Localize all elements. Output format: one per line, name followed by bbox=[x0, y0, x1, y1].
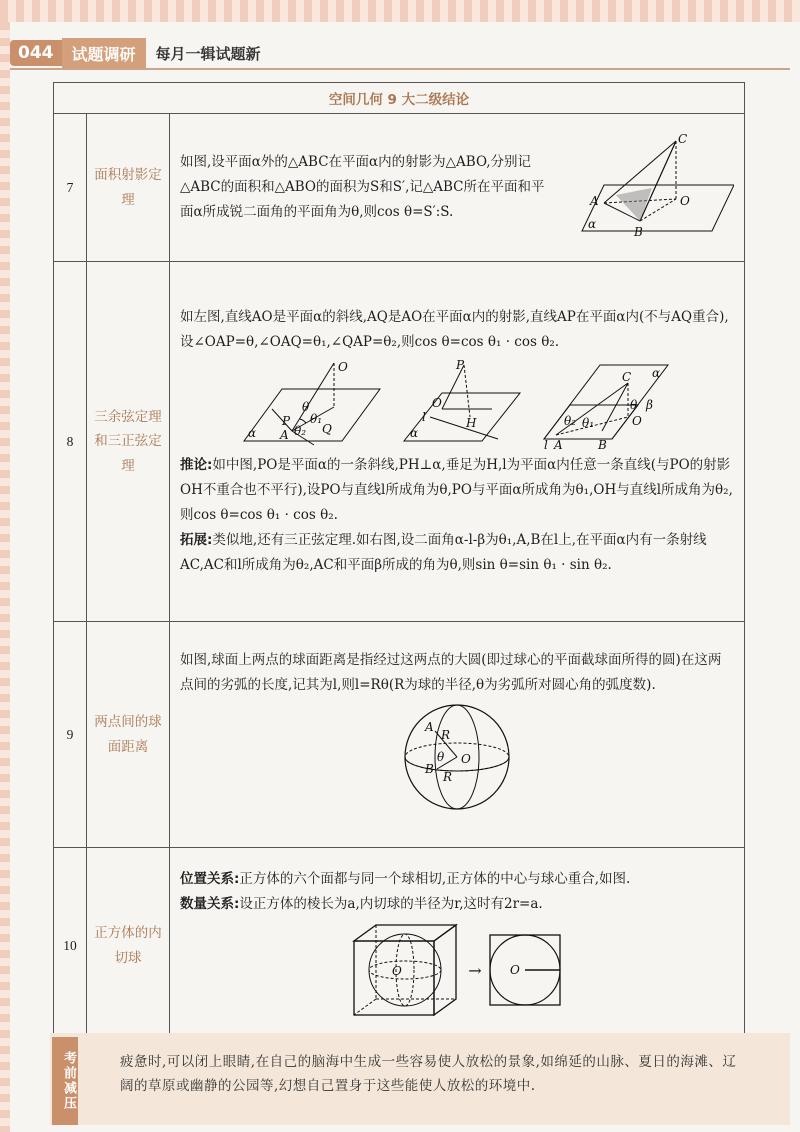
quantity-text: 设正方体的棱长为a,内切球的半径为r,这时有2r=a. bbox=[239, 896, 543, 912]
label-A: A bbox=[280, 428, 289, 443]
label-alpha: α bbox=[248, 426, 257, 441]
header-divider bbox=[10, 68, 790, 70]
label-C: C bbox=[678, 132, 688, 146]
position-label: 位置关系: bbox=[180, 871, 240, 888]
label-l: l bbox=[422, 410, 426, 425]
page-header bbox=[10, 38, 261, 68]
figure-wrapper bbox=[180, 701, 734, 813]
theorem-name: 两点间的球面距离 bbox=[87, 622, 170, 848]
theorem-name: 正方体的内切球 bbox=[87, 848, 170, 1044]
label-theta: θ bbox=[302, 400, 310, 415]
table-row bbox=[54, 848, 745, 1044]
theorem-content bbox=[170, 622, 745, 848]
corollary-paragraph bbox=[180, 453, 734, 528]
label-theta2: θ₂ bbox=[294, 424, 307, 439]
label-O: O bbox=[461, 752, 471, 767]
label-beta: β bbox=[646, 398, 653, 413]
label-theta: θ bbox=[437, 750, 445, 765]
quantity-paragraph bbox=[180, 892, 734, 917]
top-decorative-stripes bbox=[0, 0, 800, 22]
label-O: O bbox=[632, 414, 642, 429]
label-alpha: α bbox=[652, 366, 661, 381]
left-decorative-border bbox=[0, 22, 10, 1132]
label-A: A bbox=[425, 720, 434, 735]
quantity-label: 数量关系: bbox=[180, 896, 240, 912]
cross-section-figure bbox=[488, 933, 562, 1007]
label-R2: R bbox=[443, 770, 453, 785]
label-theta: θ bbox=[630, 398, 638, 413]
label-O2: O bbox=[509, 963, 520, 978]
label-O1: O bbox=[392, 963, 403, 978]
label-l: l bbox=[544, 438, 548, 450]
figures-row bbox=[180, 359, 734, 449]
theorem-text: 如左图,直线AO是平面α的斜线,AQ是AO在平面α内的射影,直线AP在平面α内(不与AQ重合),设∠OAP=θ,∠OAQ=θ₁,∠QAP=θ₂,则cos θ=cos θ₁ · cos θ₂. bbox=[180, 309, 729, 351]
label-R1: R bbox=[441, 728, 451, 743]
theorem-name: 面积射影定理 bbox=[87, 114, 170, 262]
series-name: 每月一辑试题新 bbox=[155, 44, 261, 63]
label-P: P bbox=[456, 359, 465, 373]
label-O: O bbox=[432, 396, 442, 411]
theorem-content bbox=[170, 262, 745, 622]
figures-row bbox=[180, 923, 734, 1018]
extension-text: 类似地,还有三正弦定理.如右图,设二面角α-l-β为θ₁,A,B在l上,在平面α内有一条射线AC,AC和l所成角为θ₂,AC和平面β所成的角为θ,则sin θ=sin θ₁ · sin θ₂. bbox=[180, 531, 707, 573]
three-cosine-figure bbox=[242, 359, 382, 449]
label-C: C bbox=[622, 370, 632, 385]
theorem-name: 三余弦定理和三正弦定理 bbox=[87, 262, 170, 622]
cube-sphere-figure bbox=[352, 923, 462, 1018]
label-H: H bbox=[466, 416, 477, 431]
label-A: A bbox=[554, 438, 563, 450]
label-O: O bbox=[338, 360, 348, 375]
position-paragraph bbox=[180, 867, 734, 892]
row-number: 8 bbox=[54, 262, 87, 622]
table-title-row bbox=[54, 83, 745, 114]
theorem-content bbox=[170, 114, 745, 262]
label-B: B bbox=[634, 224, 643, 239]
table-row bbox=[54, 114, 745, 262]
label-B: B bbox=[598, 438, 607, 450]
position-text: 正方体的六个面都与同一个球相切,正方体的中心与球心重合,如图. bbox=[239, 871, 631, 888]
extension-label: 拓展: bbox=[180, 531, 213, 548]
theorem-content bbox=[170, 848, 745, 1044]
page-number: 044 bbox=[10, 40, 62, 66]
row-number: 9 bbox=[54, 622, 87, 848]
section-name: 试题调研 bbox=[62, 38, 146, 69]
corollary-label: 推论: bbox=[180, 457, 213, 474]
label-Q: Q bbox=[322, 422, 332, 437]
arrow-icon: → bbox=[468, 960, 482, 980]
corollary-text: 如中图,PO是平面α的一条斜线,PH⊥α,垂足为H,l为平面α内任意一条直线(与PO的射影OH不重合也不平行),设PO与直线l所成角为θ,PO与平面α所成角为θ₁,OH与直线l所成角为θ₂,则cos θ=cos θ₁ · cos θ₂. bbox=[180, 457, 733, 523]
theorem-text: 如图,球面上两点的球面距离是指经过这两点的大圆(即过球心的平面截球面所得的圆)在这两点间的劣弧的长度,记其为l,则l=Rθ(R为球的半径,θ为劣弧所对圆心角的弧度数). bbox=[180, 651, 722, 693]
table-title: 空间几何 9 大二级结论 bbox=[54, 83, 745, 114]
label-alpha: α bbox=[410, 426, 419, 441]
label-theta1: θ₁ bbox=[582, 416, 595, 431]
label-alpha: α bbox=[588, 216, 597, 231]
row-number: 10 bbox=[54, 848, 87, 1044]
sphere-figure bbox=[397, 701, 517, 813]
projection-area-figure bbox=[564, 133, 734, 243]
table-row bbox=[54, 262, 745, 622]
label-theta2: θ₂ bbox=[564, 414, 577, 429]
label-A: A bbox=[590, 193, 599, 208]
theorem-text: 如图,设平面α外的△ABC在平面α内的射影为△ABO,分别记△ABC的面积和△ABO的面积为S和S′,记△ABC所在平面和平面α所成锐二面角的平面角为θ,则cos θ=S′:S. bbox=[180, 154, 545, 220]
table-row bbox=[54, 622, 745, 848]
label-theta1: θ₁ bbox=[310, 412, 323, 427]
corollary-figure bbox=[402, 359, 522, 449]
footer-tag: 考前减压 bbox=[52, 1037, 78, 1125]
footer-text: 疲惫时,可以闭上眼睛,在自己的脑海中生成一些容易使人放松的景象,如绵延的山脉、夏日的海滩、辽阔的草原或幽静的公园等,幻想自己置身于这些能使人放松的环境中. bbox=[120, 1054, 737, 1094]
label-O: O bbox=[680, 193, 690, 208]
label-P: P bbox=[282, 414, 291, 429]
extension-paragraph bbox=[180, 528, 734, 578]
row-number: 7 bbox=[54, 114, 87, 262]
label-B: B bbox=[425, 762, 434, 777]
three-sine-figure bbox=[542, 359, 672, 449]
conclusions-table bbox=[53, 82, 745, 1044]
